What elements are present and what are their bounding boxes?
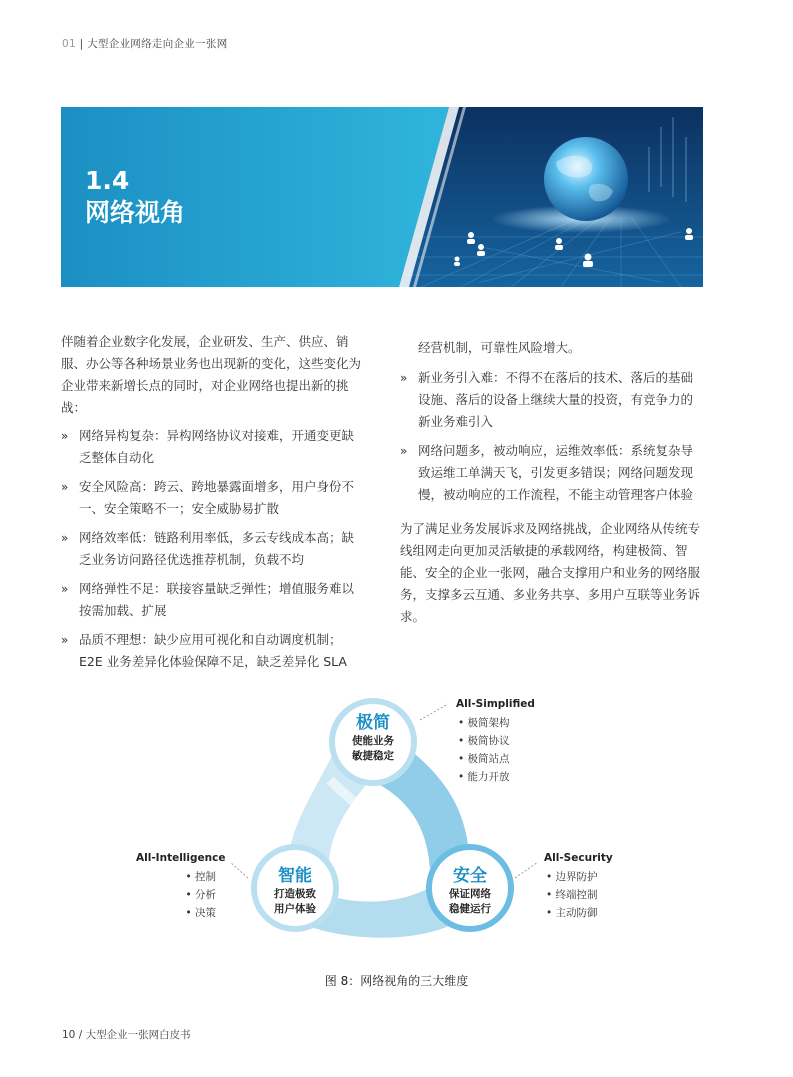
node-title: 安全: [453, 866, 487, 886]
list-item: [61, 425, 365, 469]
bullet-mark: »: [400, 371, 408, 385]
list-item: • 分析: [170, 886, 216, 904]
list-item-text: 新业务引入难：不得不在落后的技术、落后的基础设施、落后的设备上继续大量的投资，有竞争力的新业务难引入: [418, 370, 694, 429]
bullet-mark: »: [400, 444, 408, 458]
node-security: [430, 865, 510, 917]
section-title: 网络视角: [85, 198, 186, 227]
left-column: [61, 331, 365, 680]
list-item: [61, 629, 365, 673]
node-intelligence: [255, 865, 335, 917]
node-subtitle: 敏捷稳定: [352, 750, 394, 762]
three-dimensions-diagram: [130, 690, 690, 950]
list-item: • 控制: [170, 868, 216, 886]
list-item: [61, 578, 365, 622]
list-item-text: 安全风险高：跨云、跨地暴露面增多，用户身份不一、安全策略不一；安全威胁易扩散: [79, 479, 355, 516]
header-separator: |: [75, 38, 88, 50]
list-item: [400, 367, 704, 433]
running-header: [62, 36, 228, 51]
list-item: • 边界防护: [546, 868, 598, 886]
section-banner: [61, 107, 703, 287]
list-item: [400, 440, 704, 506]
list-item: • 终端控制: [546, 886, 598, 904]
list-item-text: 网络弹性不足：联接容量缺乏弹性；增值服务难以按需加载、扩展: [79, 581, 355, 618]
node-subtitle: 打造极致: [274, 888, 316, 900]
node-subtitle: 用户体验: [274, 903, 316, 915]
list-item: [61, 527, 365, 571]
list-item: • 决策: [170, 904, 216, 922]
node-subtitle: 使能业务: [352, 735, 394, 747]
right-column: [400, 337, 704, 634]
list-item-text: 网络异构复杂：异构网络协议对接难，开通变更缺乏整体自动化: [79, 428, 355, 465]
list-item: • 主动防御: [546, 904, 598, 922]
page-footer: 10 / 大型企业一张网白皮书: [62, 1029, 191, 1041]
conclusion-paragraph: 为了满足业务发展诉求及网络挑战，企业网络从传统专线组网走向更加灵活敏捷的承载网络，构建极简、智能、安全的企业一张网，融合支撑用户和业务的网络服务，支撑多云互通、多业务共享、多用户互联等业务诉求。: [400, 521, 701, 624]
list-item: [61, 476, 365, 520]
figure-caption: 图 8：网络视角的三大维度: [324, 974, 469, 988]
node-title: 极简: [356, 713, 390, 733]
bullet-mark: »: [61, 429, 69, 443]
chapter-title: 大型企业网络走向企业一张网: [87, 38, 228, 50]
list-item: • 极简站点: [458, 750, 510, 768]
bullet-mark: »: [61, 582, 69, 596]
list-item-continuation: 经营机制，可靠性风险增大。: [418, 340, 581, 355]
node-simplified: [333, 712, 413, 764]
list-item-text: 品质不理想：缺少应用可视化和自动调度机制；E2E 业务差异化体验保障不足，缺乏差异化 SLA: [79, 632, 347, 669]
dimension-label-intelligence: All-Intelligence: [136, 852, 226, 864]
node-subtitle: 稳健运行: [449, 903, 491, 915]
intro-paragraph: 伴随着企业数字化发展，企业研发、生产、供应、销服、办公等各种场景业务也出现新的变化，这些变化为企业带来新增长点的同时，对企业网络也提出新的挑战：: [61, 334, 362, 415]
bullet-mark: »: [61, 531, 69, 545]
chapter-number: 01: [62, 38, 76, 50]
list-item: • 极简架构: [458, 714, 510, 732]
challenge-list-continued: [400, 367, 704, 506]
list-item: • 能力开放: [458, 768, 510, 786]
section-heading: [85, 165, 185, 229]
dimension-list-simplified: [458, 714, 510, 786]
dimension-label-security: All-Security: [544, 852, 613, 864]
bullet-mark: »: [61, 480, 69, 494]
dimension-list-intelligence: [170, 868, 216, 922]
list-item-text: 网络问题多，被动响应，运维效率低：系统复杂导致运维工单满天飞，引发更多错误；网络问题发现慢，被动响应的工作流程，不能主动管理客户体验: [418, 443, 694, 502]
dimension-list-security: [546, 868, 598, 922]
section-number: 1.4: [85, 166, 130, 195]
list-item-text: 网络效率低：链路利用率低，多云专线成本高；缺乏业务访问路径优选推荐机制，负载不均: [79, 530, 355, 567]
dimension-label-simplified: All-Simplified: [456, 698, 535, 710]
node-subtitle: 保证网络: [449, 888, 491, 900]
list-item: • 极简协议: [458, 732, 510, 750]
node-title: 智能: [278, 866, 312, 886]
challenge-list: [61, 425, 365, 673]
bullet-mark: »: [61, 633, 69, 647]
